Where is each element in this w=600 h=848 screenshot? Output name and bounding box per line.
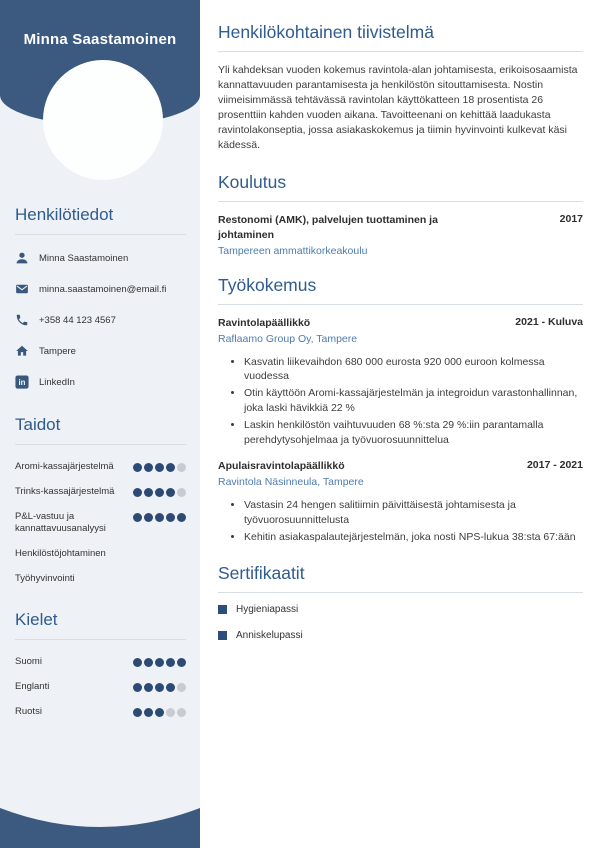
skill-level-dots [133, 461, 186, 472]
language-item [15, 706, 186, 719]
language-label: Suomi [15, 655, 42, 667]
job-title: Ravintolapäällikkö [218, 316, 311, 329]
skill-item [15, 511, 186, 537]
skills-section-heading: Taidot [15, 415, 186, 445]
education-entry [218, 213, 583, 256]
contact-item-linkedin[interactable] [15, 375, 186, 389]
level-dot-filled [133, 658, 142, 667]
skill-level-dots [133, 486, 186, 497]
square-bullet-icon [218, 605, 227, 614]
certificates-heading: Sertifikaatit [218, 563, 583, 593]
sidebar-footer-curve [0, 785, 200, 848]
level-dot-filled [144, 658, 153, 667]
level-dot-filled [155, 683, 164, 692]
certificates-section [218, 563, 583, 641]
education-section [218, 172, 583, 256]
job-bullet: • Kehitin asiakaspalautejärjestelmän, joka nosti NPS-lukua 38:sta 67:ään [244, 530, 583, 544]
level-dot-empty [177, 683, 186, 692]
certificate-label: Anniskelupassi [236, 629, 303, 641]
level-dot-filled [166, 463, 175, 472]
contact-name-text: Minna Saastamoinen [39, 252, 129, 264]
company-link[interactable]: Ravintola Näsinneula, Tampere [218, 476, 364, 489]
level-dot-filled [155, 658, 164, 667]
skill-label: Aromi-kassajärjestelmä [15, 461, 114, 472]
level-dot-filled [144, 463, 153, 472]
phone-icon [15, 313, 29, 327]
experience-entry [218, 459, 583, 544]
contact-section-heading: Henkilötiedot [15, 205, 186, 235]
job-bullet-list [218, 498, 583, 544]
language-level-dots [133, 706, 186, 717]
job-period: 2021 - Kuluva [515, 315, 583, 328]
company-link[interactable]: Raflaamo Group Oy, Tampere [218, 332, 358, 345]
level-dot-filled [155, 513, 164, 522]
level-dot-filled [144, 513, 153, 522]
contact-item-location [15, 344, 186, 358]
level-dot-empty [177, 488, 186, 497]
language-label: Englanti [15, 680, 50, 692]
education-heading: Koulutus [218, 172, 583, 202]
main-column [200, 0, 600, 848]
sidebar-body [0, 125, 200, 718]
languages-section-heading: Kielet [15, 610, 186, 640]
skill-label: Henkilöstöjohtaminen [15, 548, 106, 560]
person-icon [15, 251, 29, 265]
level-dot-filled [166, 658, 175, 667]
certificate-item [218, 630, 583, 641]
experience-entry [218, 316, 583, 448]
skill-item [15, 461, 186, 474]
job-bullet: • Kasvatin liikevaihdon 680 000 eurosta 920 000 euroon kolmessa vuodessa [244, 355, 583, 384]
level-dot-filled [166, 513, 175, 522]
person-name: Minna Saastamoinen [23, 31, 177, 48]
level-dot-filled [177, 658, 186, 667]
institution-link[interactable]: Tampereen ammattikorkeakoulu [218, 244, 368, 257]
certificate-item [218, 604, 583, 615]
experience-section [218, 275, 583, 545]
experience-entry-head [218, 459, 583, 474]
experience-heading: Työkokemus [218, 275, 583, 305]
skill-label: Työhyvinvointi [15, 573, 75, 585]
language-label: Ruotsi [15, 705, 42, 717]
level-dot-filled [133, 488, 142, 497]
level-dot-filled [133, 463, 142, 472]
contact-phone-text: +358 44 123 4567 [39, 314, 116, 326]
summary-text: Yli kahdeksan vuoden kokemus ravintola-alan johtamisesta, erikoisosaamista kannattavuuden parantamisesta ja henkilöstön sitouttamisesta. Nostin viimeisimmässä tehtävässä ravintolan käyttökatteen 18 prosentista 26 prosenttiin kahden vuoden aikana. Tavoitteenani on kehittää laadukasta ravintolakonseptia, jossa asiakaskokemus ja tiimin hyvinvointi kulkevat käsi kädessä. [218, 64, 578, 151]
skills-section [15, 415, 186, 586]
contact-item-name [15, 251, 186, 265]
level-dot-empty [177, 708, 186, 717]
job-bullet: • Vastasin 24 hengen salitiimin päivittäisestä johtamisesta ja työvuorosuunnittelusta [244, 498, 583, 527]
level-dot-filled [155, 463, 164, 472]
square-bullet-icon [218, 631, 227, 640]
certificate-label: Hygieniapassi [236, 603, 299, 615]
level-dot-filled [144, 488, 153, 497]
level-dot-filled [144, 708, 153, 717]
job-bullet: • Otin käyttöön Aromi-kassajärjestelmän ja integroidun varastonhallinnan, joka laski hävikkiä 22 % [244, 386, 583, 415]
skill-item [15, 486, 186, 499]
contact-email-text: minna.saastamoinen@email.fi [39, 283, 167, 295]
languages-section [15, 610, 186, 718]
sidebar [0, 0, 200, 848]
level-dot-filled [166, 488, 175, 497]
level-dot-empty [177, 463, 186, 472]
level-dot-filled [177, 513, 186, 522]
job-period: 2017 - 2021 [526, 459, 583, 472]
level-dot-empty [166, 708, 175, 717]
contact-item-phone [15, 313, 186, 327]
job-title: Apulaisravintolapäällikkö [218, 460, 345, 473]
skill-level-dots [133, 511, 186, 522]
level-dot-filled [155, 708, 164, 717]
contact-linkedin-text: LinkedIn [39, 376, 75, 388]
svg-text:in: in [18, 378, 26, 388]
contact-item-email[interactable] [15, 282, 186, 296]
language-item [15, 681, 186, 694]
education-period: 2017 [559, 213, 583, 226]
job-bullet-list [218, 355, 583, 448]
level-dot-filled [133, 708, 142, 717]
experience-entry-head [218, 316, 583, 331]
education-entry-head [218, 213, 583, 242]
home-icon [15, 344, 29, 358]
skill-label: P&L-vastuu ja kannattavuusanalyysi [15, 510, 106, 535]
linkedin-icon [15, 375, 29, 389]
language-level-dots [133, 656, 186, 667]
level-dot-filled [133, 513, 142, 522]
level-dot-filled [155, 488, 164, 497]
skill-item [15, 573, 186, 586]
summary-heading: Henkilökohtainen tiivistelmä [218, 22, 583, 52]
language-level-dots [133, 681, 186, 692]
language-item [15, 656, 186, 669]
skill-item [15, 548, 186, 561]
job-bullet: • Laskin henkilöstön vaihtuvuuden 68 %:sta 29 %:iin parantamalla perehdytysohjelmaa ja työvuorosuunnittelua [244, 418, 583, 447]
summary-section [218, 22, 583, 152]
contact-section [15, 205, 186, 389]
skill-label: Trinks-kassajärjestelmä [15, 485, 115, 497]
contact-location-text: Tampere [39, 345, 76, 357]
level-dot-filled [133, 683, 142, 692]
degree-title: Restonomi (AMK), palvelujen tuottaminen ja johtaminen [218, 214, 438, 242]
level-dot-filled [144, 683, 153, 692]
level-dot-filled [166, 683, 175, 692]
email-icon [15, 282, 29, 296]
